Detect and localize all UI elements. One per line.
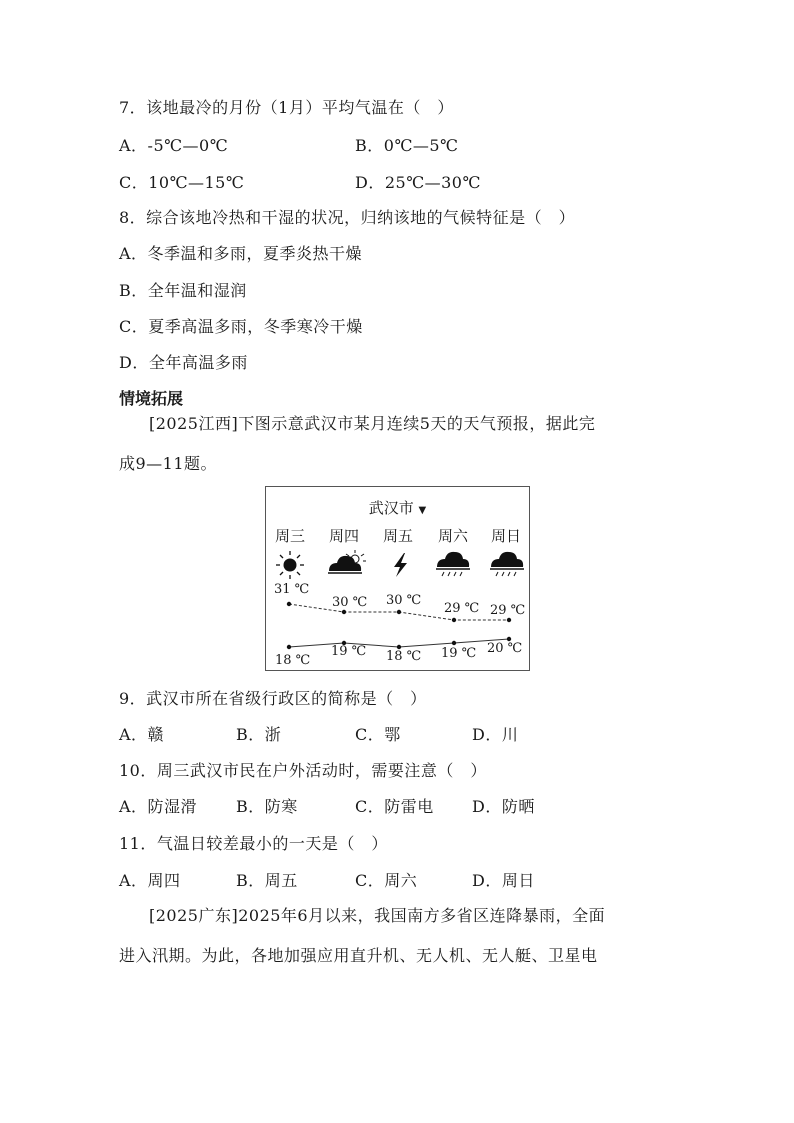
low-temp-point-0 [287, 645, 291, 649]
high-temp-fri: 30 ℃ [386, 593, 422, 608]
q11-option-b: B．周五 [236, 871, 298, 890]
high-temp-point-3 [452, 618, 456, 622]
q8-option-d: D．全年高温多雨 [119, 353, 248, 372]
rain-cloud-icon [490, 552, 524, 576]
q8-option-c: C．夏季高温多雨，冬季寒冷干燥 [119, 317, 363, 336]
q10-option-c: C．防雷电 [355, 797, 434, 816]
day-label-wed: 周三 [274, 527, 305, 545]
q10-option-a: A．防湿滑 [119, 797, 198, 816]
low-temp-fri: 18 ℃ [386, 649, 422, 664]
q7-option-b: B．0℃—5℃ [355, 136, 459, 155]
day-label-fri: 周五 [382, 527, 413, 545]
section-heading: 情境拓展 [119, 389, 184, 408]
day-label-sun: 周日 [490, 527, 521, 545]
low-temp-wed: 18 ℃ [275, 653, 311, 668]
high-temp-point-4 [507, 618, 511, 622]
question-8-stem: 8．综合该地冷热和干湿的状况，归纳该地的气候特征是（ ） [119, 208, 576, 227]
intro-line-1: [2025江西]下图示意武汉市某月连续5天的天气预报，据此完 [149, 414, 596, 433]
q11-option-c: C．周六 [355, 871, 418, 890]
city-name: 武汉市 [368, 499, 414, 517]
day-label-sat: 周六 [437, 527, 468, 545]
question-7-stem: 7．该地最冷的月份（1月）平均气温在（ ） [119, 98, 454, 117]
high-temp-point-2 [397, 610, 401, 614]
low-temp-sun: 20 ℃ [487, 641, 523, 656]
q7-option-c: C．10℃—15℃ [119, 173, 245, 192]
q7-option-d: D．25℃—30℃ [355, 173, 481, 192]
high-temp-point-0 [287, 602, 291, 606]
weather-forecast-figure [265, 486, 530, 671]
q8-option-a: A．冬季温和多雨，夏季炎热干燥 [119, 244, 363, 263]
intro-line-2: 成9—11题。 [119, 454, 218, 473]
closing-paragraph [119, 906, 667, 986]
q9-option-a: A．赣 [119, 725, 165, 744]
cloud-sun-icon [328, 550, 366, 573]
sun-icon [276, 551, 304, 579]
rain-cloud-icon [436, 552, 470, 576]
low-temp-thu: 19 ℃ [331, 644, 367, 659]
q11-option-d: D．周日 [472, 871, 535, 890]
day-label-thu: 周四 [328, 527, 359, 545]
high-temp-sat: 29 ℃ [444, 601, 480, 616]
closing-line-1: [2025广东]2025年6月以来，我国南方多省区连降暴雨，全面 [149, 906, 606, 925]
high-temp-wed: 31 ℃ [274, 582, 310, 597]
high-temp-thu: 30 ℃ [332, 595, 368, 610]
intro-paragraph [119, 414, 667, 494]
high-temp-point-1 [342, 610, 346, 614]
q10-option-d: D．防晒 [472, 797, 535, 816]
low-temp-points [287, 637, 511, 649]
q11-option-a: A．周四 [119, 871, 181, 890]
q9-option-c: C．鄂 [355, 725, 401, 744]
dropdown-arrow-icon: ▼ [418, 505, 427, 516]
question-10-stem: 10．周三武汉市民在户外活动时，需要注意（ ） [119, 761, 487, 780]
question-9-stem: 9．武汉市所在省级行政区的简称是（ ） [119, 689, 427, 708]
low-temp-sat: 19 ℃ [441, 646, 477, 661]
lightning-icon [394, 553, 407, 577]
q9-option-b: B．浙 [236, 725, 282, 744]
q7-option-a: A．-5℃—0℃ [119, 136, 229, 155]
question-11-stem: 11．气温日较差最小的一天是（ ） [119, 834, 388, 853]
closing-line-2: 进入汛期。为此，各地加强应用直升机、无人机、无人艇、卫星电 [119, 946, 598, 965]
q8-option-b: B．全年温和湿润 [119, 281, 247, 300]
q9-option-d: D．川 [472, 725, 519, 744]
low-temp-point-3 [452, 641, 456, 645]
high-temp-sun: 29 ℃ [490, 603, 526, 618]
q10-option-b: B．防寒 [236, 797, 298, 816]
